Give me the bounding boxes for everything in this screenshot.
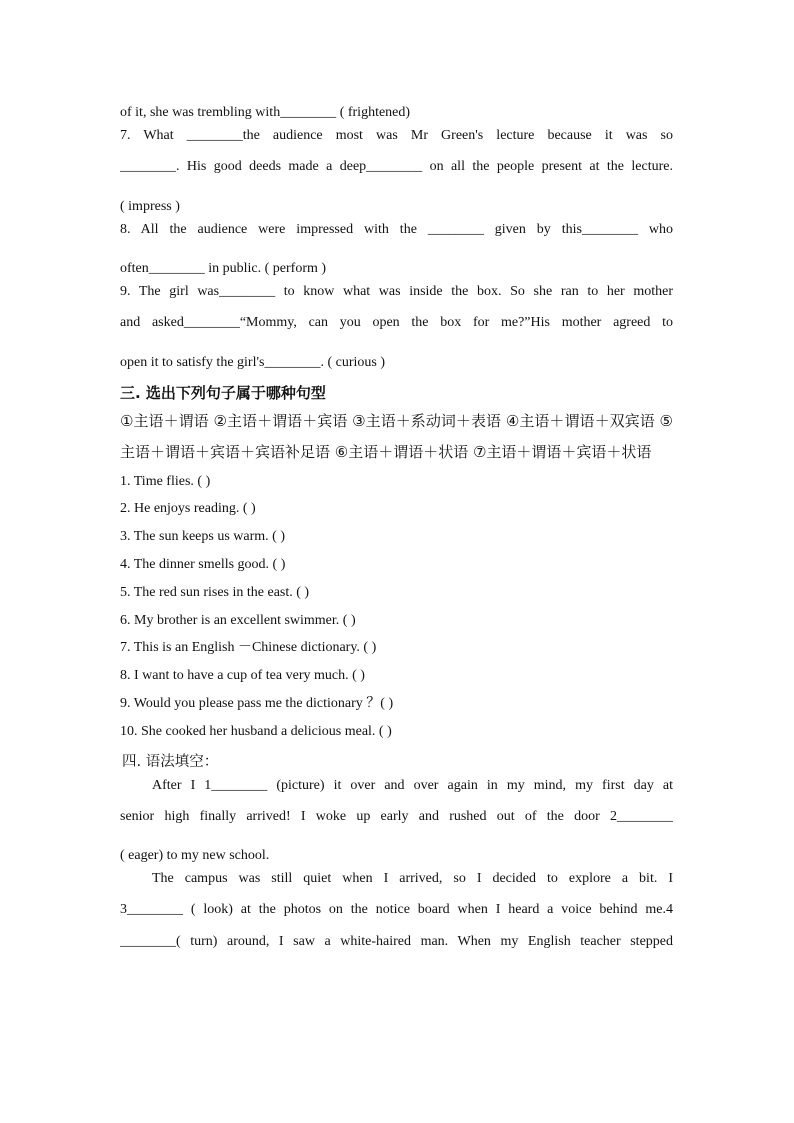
text-line: often________ in public. ( perform ): [120, 260, 327, 276]
section-3-title: 三. 选出下列句子属于哪种句型: [120, 383, 326, 402]
text-line: The campus was still quiet when I arrived, so I decided to explore a bit. I: [152, 871, 673, 887]
sentence-pattern-list: ①主语＋谓语 ②主语＋谓语＋宾语 ③主语＋系动词＋表语 ④主语＋谓语＋双宾语 ⑤主语＋谓语＋宾语＋宾语补足语 ⑥主语＋谓语＋状语 ⑦主语＋谓语＋宾语＋状语: [120, 411, 673, 461]
question-item: 6. My brother is an excellent swimmer. ( ): [120, 612, 356, 628]
question-item: 1. Time flies. ( ): [120, 473, 211, 489]
document-page: [120, 97, 673, 965]
text-line: After I 1________ (picture) it over and over again in my mind, my first day at: [152, 777, 673, 793]
text-line: and asked________“Mommy, can you open the box for me?”His mother agreed to: [120, 315, 673, 331]
text-line: ________. His good deeds made a deep________ on all the people present at the lecture.: [120, 159, 673, 175]
text-line: 8. All the audience were impressed with the ________ given by this________ who: [120, 221, 673, 237]
text-line: 3________ ( look) at the photos on the notice board when I heard a voice behind me.4: [120, 902, 673, 918]
text-line: ( impress ): [120, 198, 180, 214]
question-item: 5. The red sun rises in the east. ( ): [120, 584, 310, 600]
text-line: open it to satisfy the girl's________. ( curious ): [120, 354, 385, 370]
section-4-title: 四. 语法填空：: [122, 753, 219, 770]
question-item: 9. Would you please pass me the dictionary ？( ): [120, 696, 394, 712]
question-item: 7. This is an English －Chinese dictionary. ( ): [120, 640, 377, 656]
text-line: senior high finally arrived! I woke up early and rushed out of the door 2________: [120, 808, 673, 824]
text-line: ________( turn) around, I saw a white-haired man. When my English teacher stepped: [120, 933, 673, 949]
question-item: 8. I want to have a cup of tea very much. ( ): [120, 668, 365, 684]
text-line: of it, she was trembling with________ ( frightened): [120, 105, 411, 120]
text-line: 7. What ________the audience most was Mr Green's lecture because it was so: [120, 128, 673, 144]
question-item: 3. The sun keeps us warm. ( ): [120, 529, 285, 545]
question-item: 4. The dinner smells good. ( ): [120, 557, 286, 573]
text-line: ( eager) to my new school.: [120, 848, 270, 864]
question-item: 2. He enjoys reading. ( ): [120, 501, 256, 517]
text-line: 9. The girl was________ to know what was inside the box. So she ran to her mother: [120, 284, 673, 300]
question-item: 10. She cooked her husband a delicious meal. ( ): [120, 723, 392, 739]
